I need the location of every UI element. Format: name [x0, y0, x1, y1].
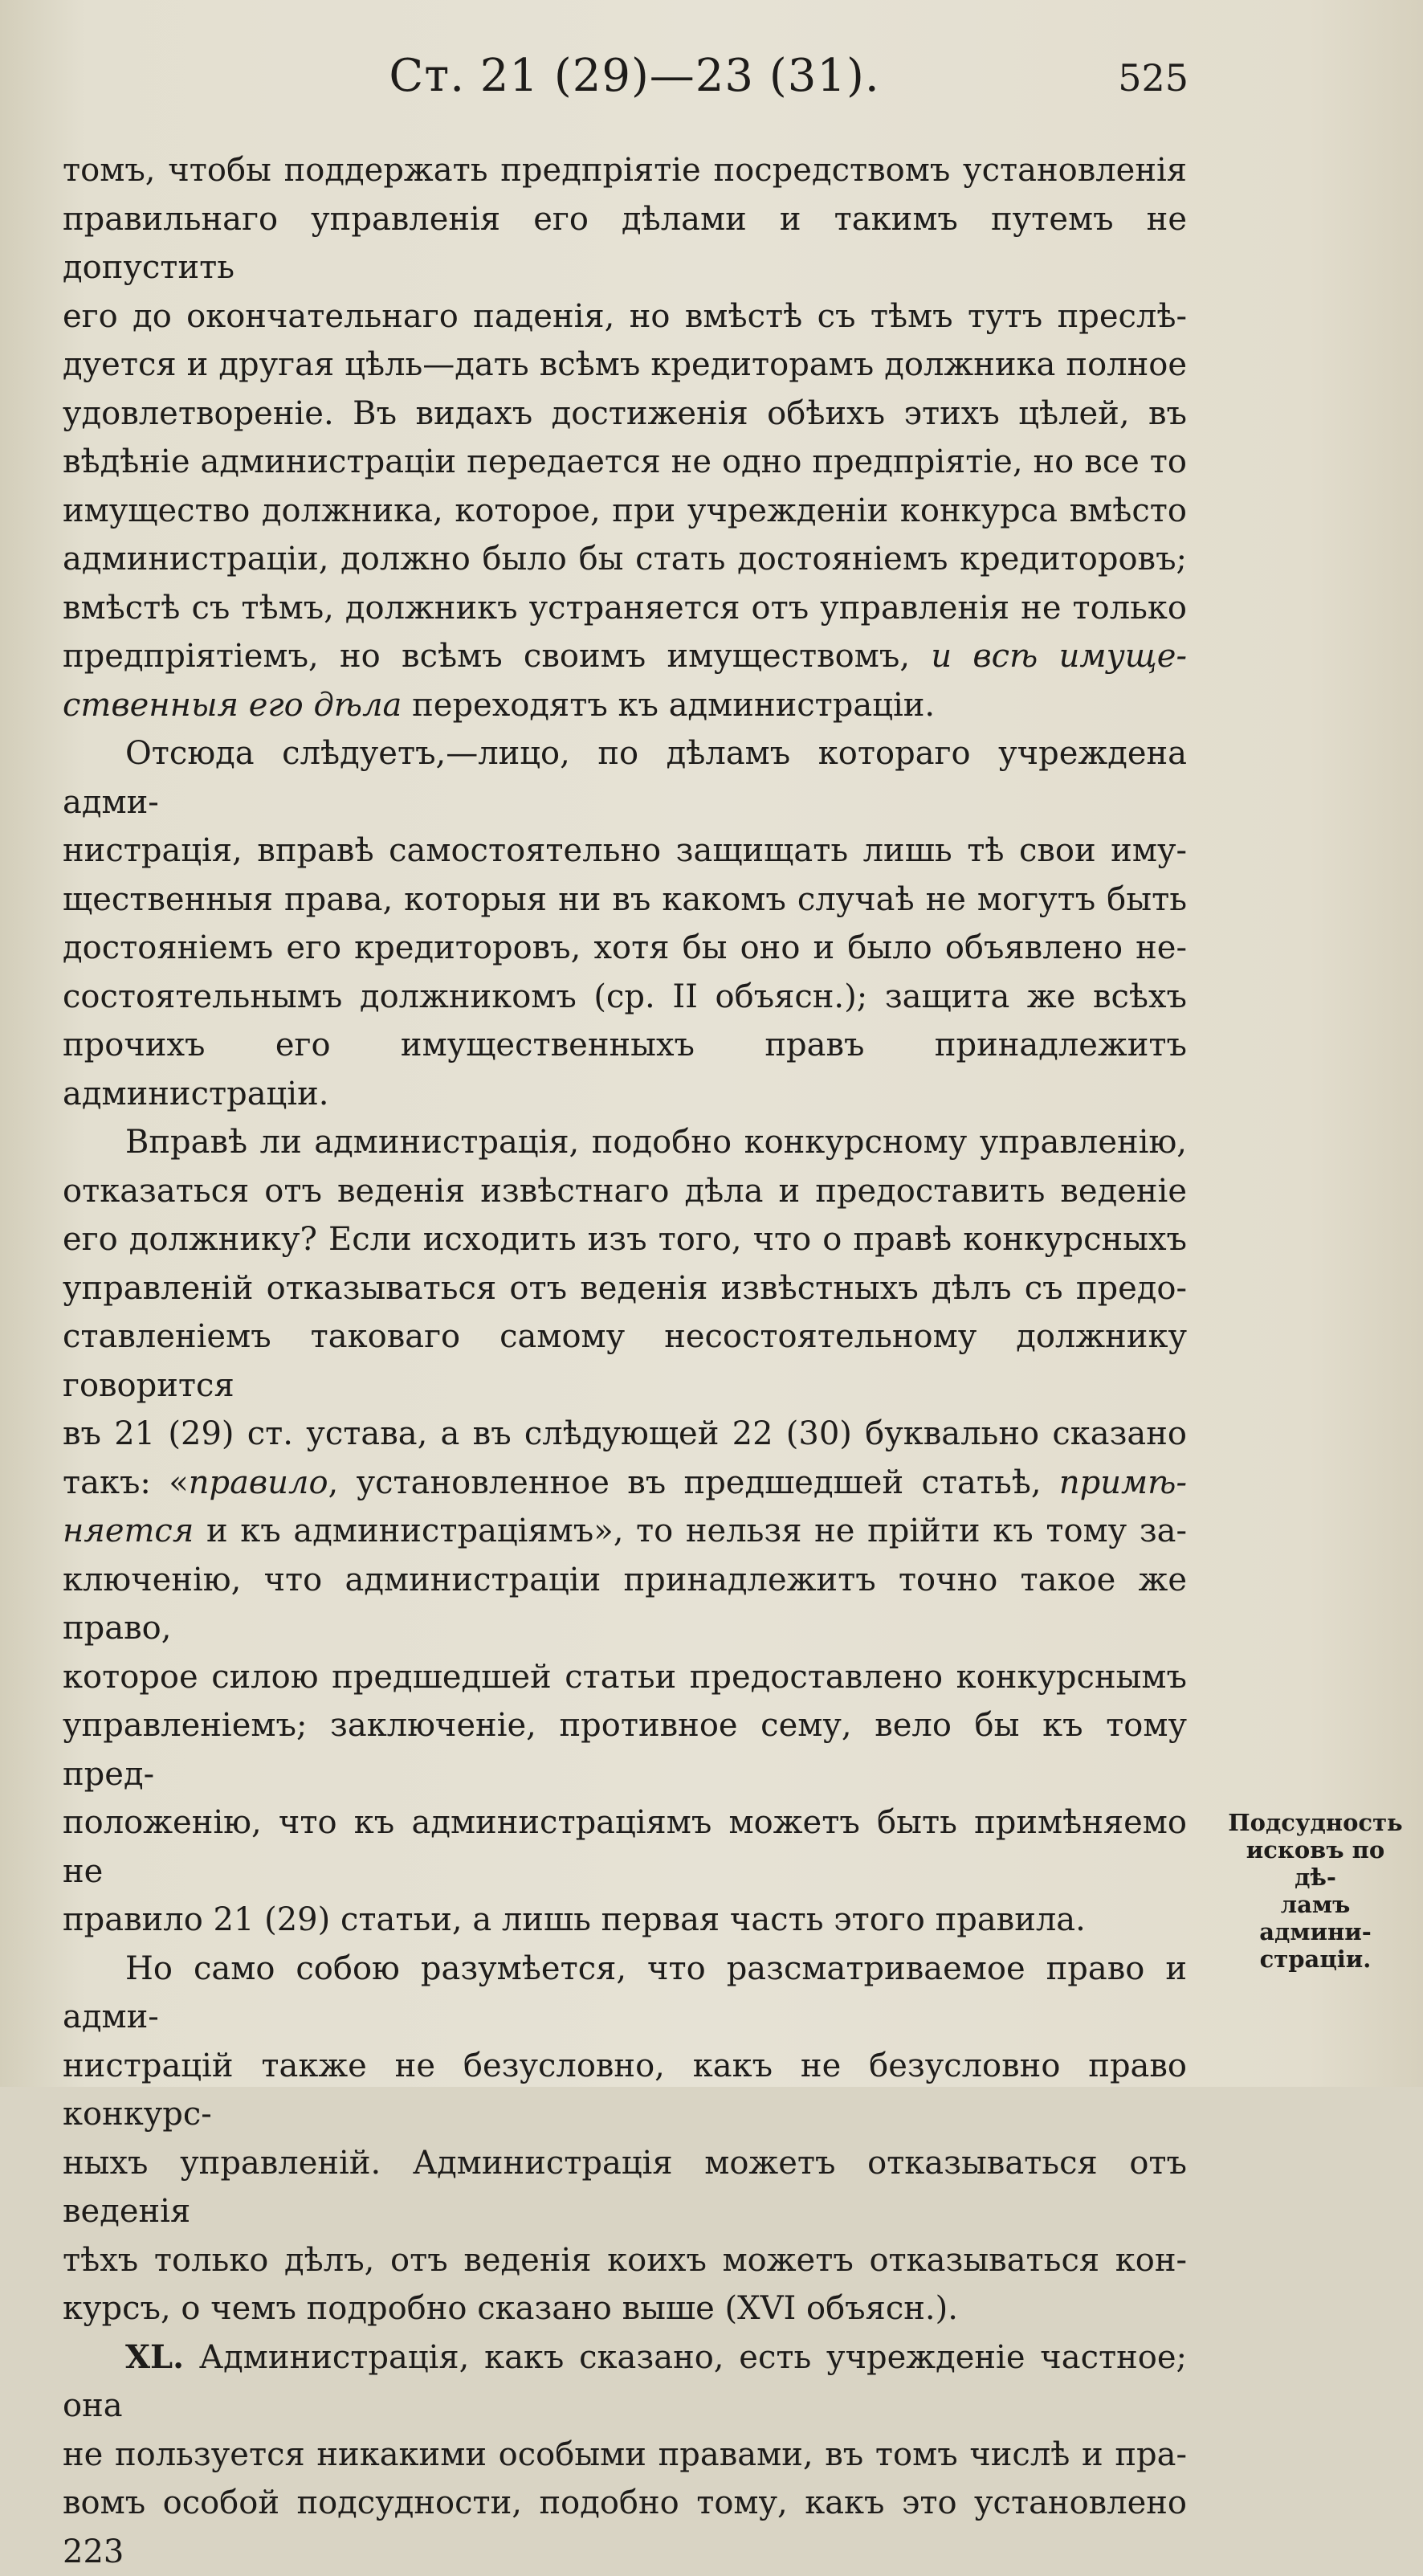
text-line — [63, 1459, 1187, 1508]
text-line: не пользуется никакими особыми правами, въ томъ числѣ и пра- — [63, 2431, 1187, 2480]
header-title: Ст. 21 (29)—23 (31). — [80, 50, 1189, 102]
text-line — [63, 632, 1187, 681]
margin-note — [1222, 1809, 1409, 1973]
running-header — [80, 50, 1189, 114]
text-line: имущество должника, которое, при учрежденіи конкурса вмѣсто — [63, 487, 1187, 536]
paragraph-1 — [63, 146, 1187, 729]
paragraph-4 — [63, 1945, 1187, 2333]
text-segment: переходятъ къ администраціи. — [402, 687, 935, 724]
text-segment: , установленное въ предшедшей статьѣ, — [328, 1464, 1059, 1501]
text-line: правильнаго управленія его дѣлами и такимъ путемъ не допустить — [63, 195, 1187, 292]
text-line: дуется и другая цѣль—дать всѣмъ кредиторамъ должника полное — [63, 341, 1187, 390]
text-line: ключенію, что администраціи принадлежитъ точно такое же право, — [63, 1556, 1187, 1653]
text-line — [63, 1507, 1187, 1556]
text-line: его должнику? Если исходить изъ того, что о правѣ конкурсныхъ — [63, 1215, 1187, 1264]
section-number: XL. — [125, 2338, 184, 2376]
text-line: управленій отказываться отъ веденія извѣстныхъ дѣлъ съ предо- — [63, 1264, 1187, 1313]
text-line: щественныя права, которыя ни въ какомъ случаѣ не могутъ быть — [63, 876, 1187, 925]
text-line: достояніемъ его кредиторовъ, хотя бы оно и было объявлено не- — [63, 924, 1187, 973]
page-body — [63, 146, 1187, 2576]
margin-note-line: Подсудность — [1222, 1809, 1409, 1836]
text-line: положенію, что къ администраціямъ можетъ быть примѣняемо не — [63, 1798, 1187, 1896]
italic-segment: примѣ- — [1059, 1464, 1187, 1501]
text-line: Отсюда слѣдуетъ,—лицо, по дѣламъ котораго учреждена адми- — [63, 729, 1187, 827]
paragraph-3 — [63, 1118, 1187, 1945]
margin-note-line: исковъ по дѣ- — [1222, 1836, 1409, 1891]
text-line: томъ, чтобы поддержать предпріятіе посредствомъ установленія — [63, 146, 1187, 195]
text-segment: и къ администраціямъ», то нельзя не прійти къ тому за- — [194, 1513, 1187, 1549]
text-line: въ 21 (29) ст. устава, а въ слѣдующей 22 (30) буквально сказано — [63, 1410, 1187, 1459]
text-line: нистрація, вправѣ самостоятельно защищать лишь тѣ свои иму- — [63, 827, 1187, 876]
page-number: 525 — [1118, 56, 1189, 100]
text-line: вмѣстѣ съ тѣмъ, должникъ устраняется отъ управленія не только — [63, 584, 1187, 633]
italic-segment: ственныя его дѣла — [63, 687, 402, 724]
text-line: вомъ особой подсудности, подобно тому, какъ это установлено 223 — [63, 2479, 1187, 2576]
text-line: вѣдѣніе администраціи передается не одно предпріятіе, но все то — [63, 438, 1187, 487]
text-line: его до окончательнаго паденія, но вмѣстѣ съ тѣмъ тутъ преслѣ- — [63, 292, 1187, 341]
text-line: которое силою предшедшей статьи предоставлено конкурснымъ — [63, 1653, 1187, 1702]
text-segment: такъ: « — [63, 1464, 189, 1501]
text-line — [63, 681, 1187, 730]
italic-segment: няется — [63, 1513, 194, 1549]
text-line: Вправѣ ли администрація, подобно конкурсному управленію, — [63, 1118, 1187, 1167]
text-line: ставленіемъ таковаго самому несостоятельному должнику говорится — [63, 1312, 1187, 1410]
text-line: Но само собою разумѣется, что разсматриваемое право и адми- — [63, 1945, 1187, 2042]
text-line: прочихъ его имущественныхъ правъ принадлежитъ администраціи. — [63, 1021, 1187, 1118]
text-line: отказаться отъ веденія извѣстнаго дѣла и предоставить веденіе — [63, 1167, 1187, 1216]
text-segment: предпріятіемъ, но всѣмъ своимъ имуществомъ, — [63, 638, 910, 675]
paragraph-5 — [63, 2333, 1187, 2576]
text-line: удовлетвореніе. Въ видахъ достиженія обѣихъ этихъ цѣлей, въ — [63, 390, 1187, 439]
text-line: нистрацій также не безусловно, какъ не безусловно право конкурс- — [63, 2042, 1187, 2139]
text-line: правило 21 (29) статьи, а лишь первая часть этого правила. — [63, 1896, 1187, 1945]
italic-segment: правило — [189, 1464, 328, 1501]
margin-note-line: ламъ админи- — [1222, 1891, 1409, 1945]
text-line: курсъ, о чемъ подробно сказано выше (XVI объясн.). — [63, 2284, 1187, 2333]
italic-segment: и всѣ имуще- — [931, 638, 1187, 675]
text-segment: Администрація, какъ сказано, есть учрежденіе частное; она — [63, 2339, 1187, 2425]
text-line: администраціи, должно было бы стать достояніемъ кредиторовъ; — [63, 535, 1187, 584]
margin-note-line: страціи. — [1222, 1945, 1409, 1973]
text-line — [63, 2333, 1187, 2431]
text-line: тѣхъ только дѣлъ, отъ веденія коихъ можетъ отказываться кон- — [63, 2236, 1187, 2285]
text-line: состоятельнымъ должникомъ (ср. II объясн.); защита же всѣхъ — [63, 973, 1187, 1022]
text-line: ныхъ управленій. Администрація можетъ отказываться отъ веденія — [63, 2139, 1187, 2236]
paragraph-2 — [63, 729, 1187, 1118]
text-line: управленіемъ; заключеніе, противное сему, вело бы къ тому пред- — [63, 1701, 1187, 1798]
